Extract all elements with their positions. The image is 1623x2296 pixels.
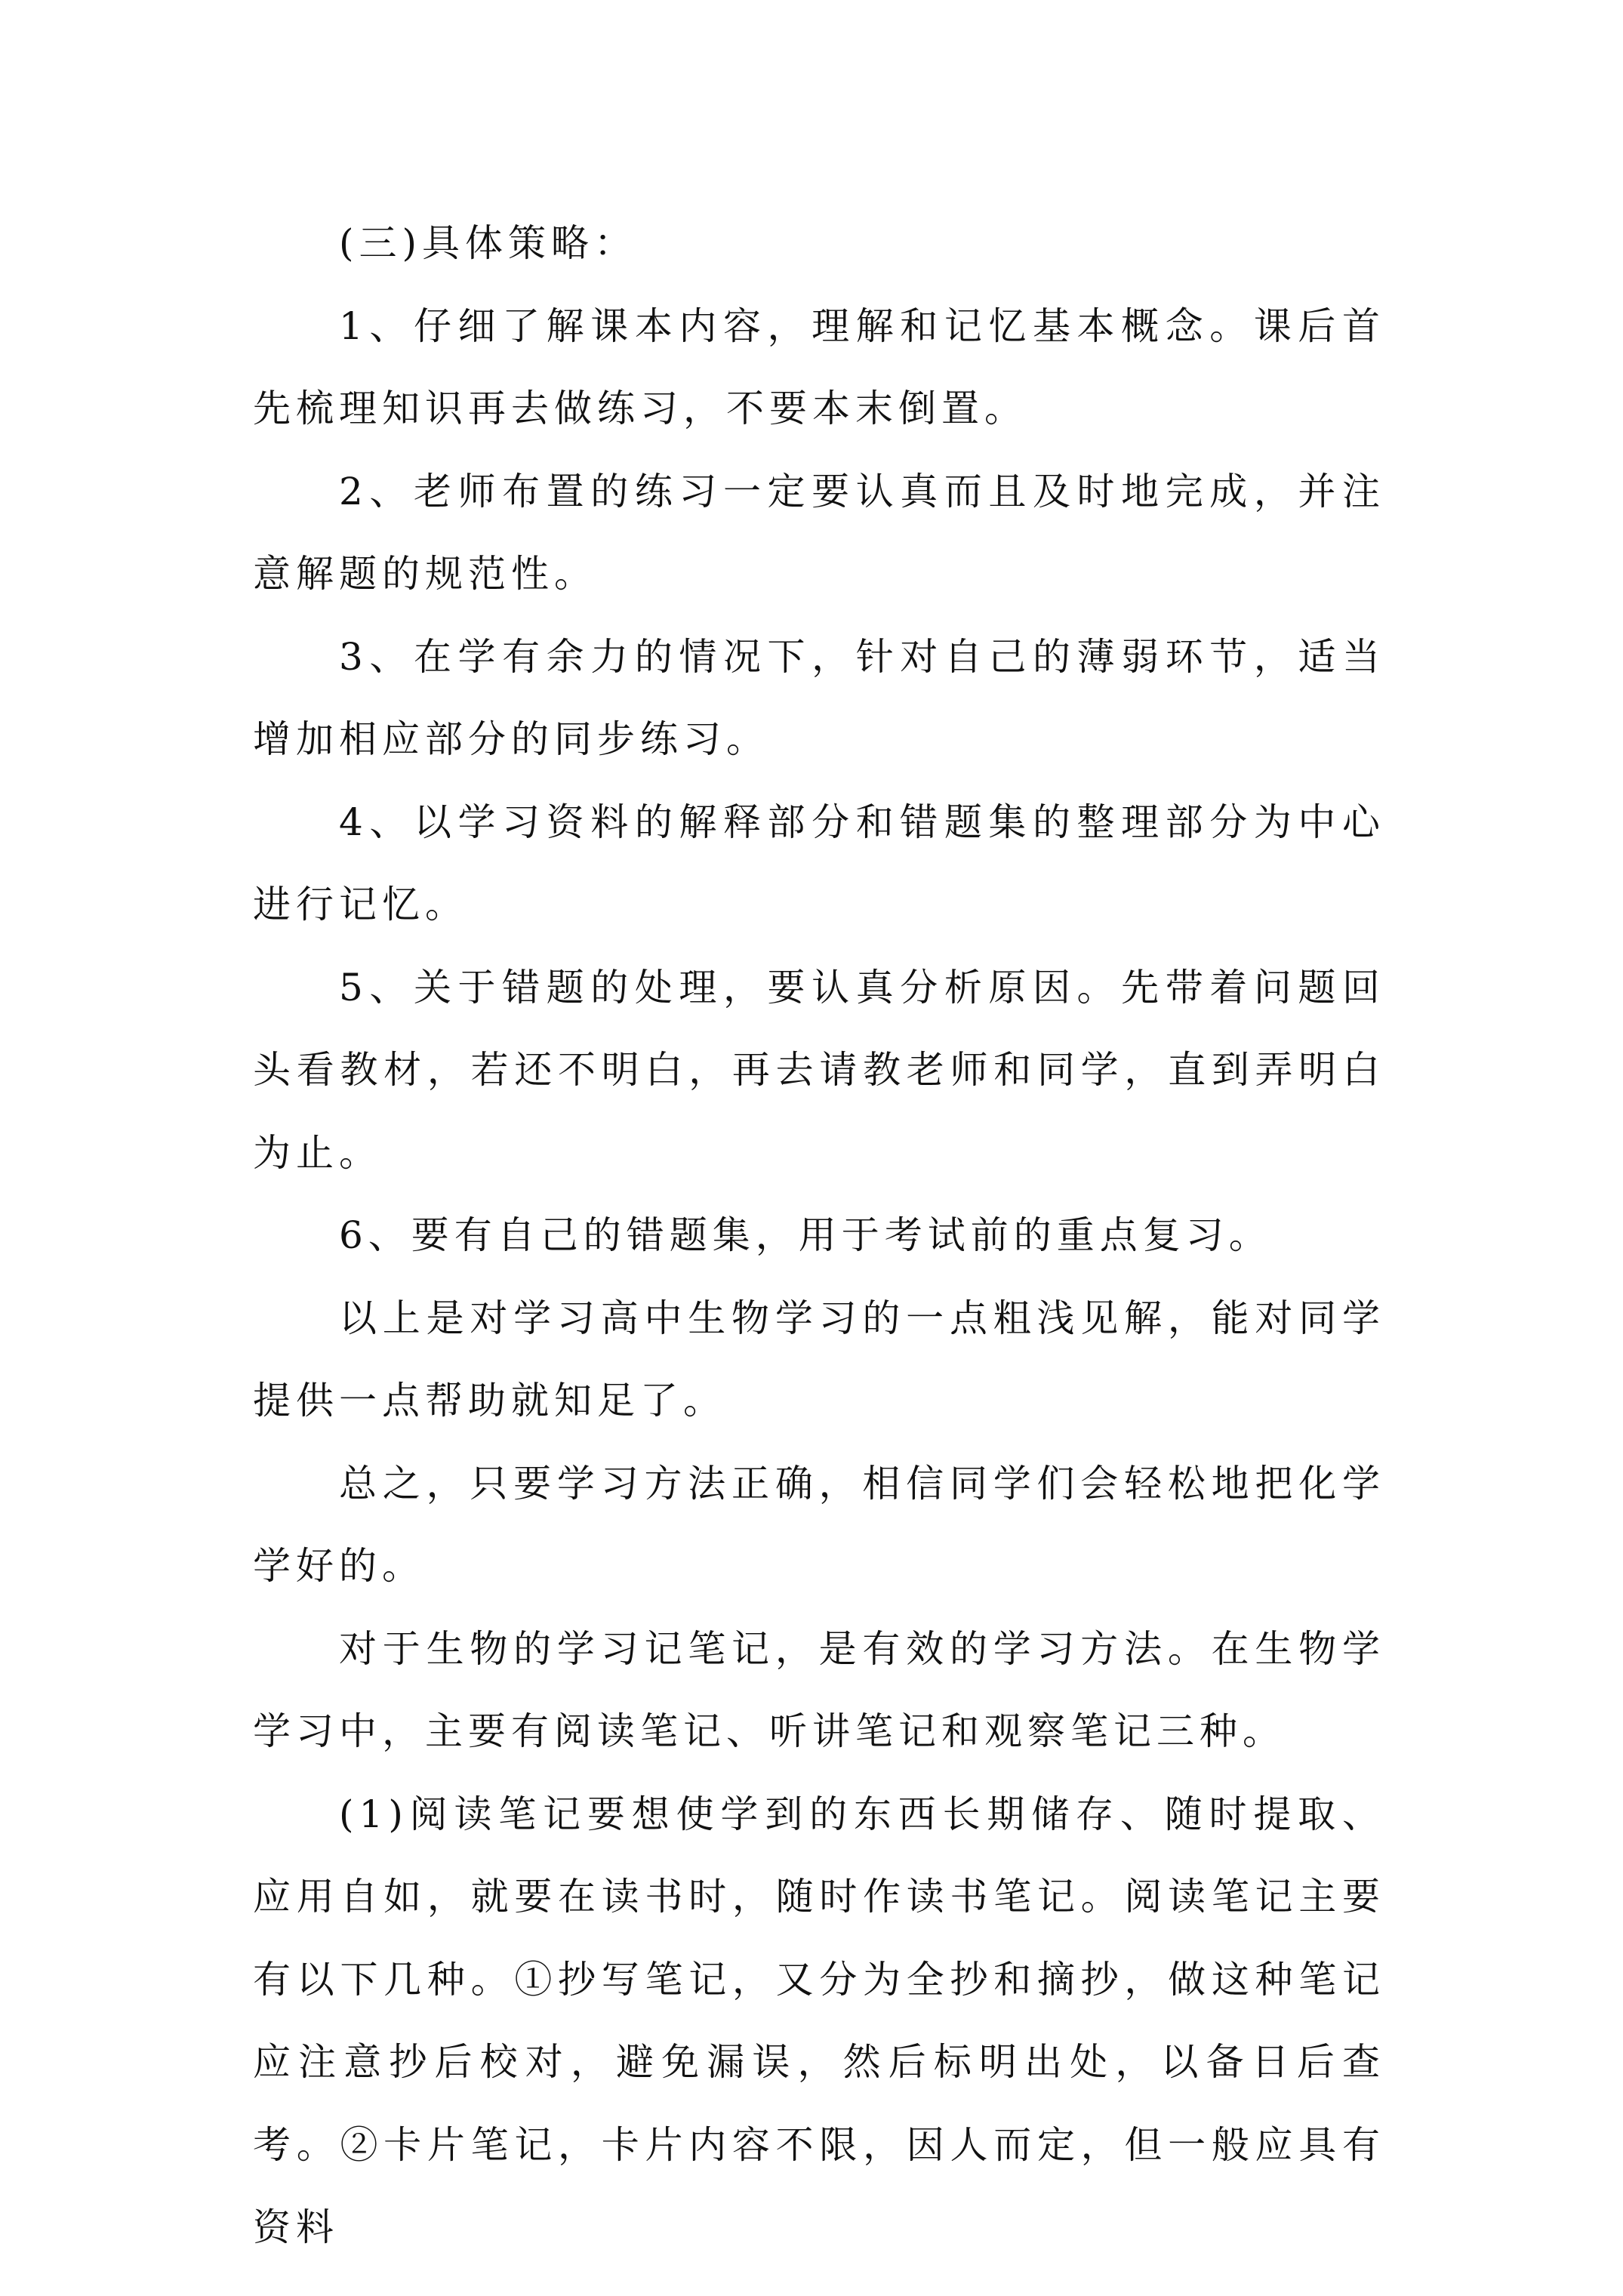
section-heading: (三)具体策略： [339,221,638,265]
paragraph-strategy-6: 6、要有自己的错题集，用于考试前的重点复习。 [339,1213,1272,1257]
paragraph-reading-notes: (1)阅读笔记要想使学到的东西长期储存、随时提取、应用自如，就要在读书时，随时作读书笔记。阅读笔记主要有以下几种。①抄写笔记，又分为全抄和摘抄，做这种笔记应注意抄后校对，避免漏误，然后标明出处，以备日后查考。②卡片笔记，卡片内容不限，因人而定，但一般应具有资料 [253,1792,1385,2249]
paragraph-strategy-1: 1、仔细了解课本内容，理解和记忆基本概念。课后首先梳理知识再去做练习，不要本末倒置。 [253,304,1385,430]
paragraph-strategy-3: 3、在学有余力的情况下，针对自己的薄弱环节，适当增加相应部分的同步练习。 [253,634,1385,761]
document-body [253,202,1385,2270]
paragraph-strategy-4: 4、以学习资料的解释部分和错题集的整理部分为中心进行记忆。 [253,800,1385,926]
paragraph-conclusion: 总之，只要学习方法正确，相信同学们会轻松地把化学学好的。 [253,1461,1385,1588]
paragraph-note-taking-intro: 对于生物的学习记笔记，是有效的学习方法。在生物学学习中，主要有阅读笔记、听讲笔记和观察笔记三种。 [253,1626,1385,1753]
paragraph-summary: 以上是对学习高中生物学习的一点粗浅见解，能对同学提供一点帮助就知足了。 [253,1296,1385,1422]
paragraph-strategy-2: 2、老师布置的练习一定要认真而且及时地完成，并注意解题的规范性。 [253,469,1385,596]
paragraph-strategy-5: 5、关于错题的处理，要认真分析原因。先带着问题回头看教材，若还不明白，再去请教老师和同学，直到弄明白为止。 [253,965,1385,1175]
